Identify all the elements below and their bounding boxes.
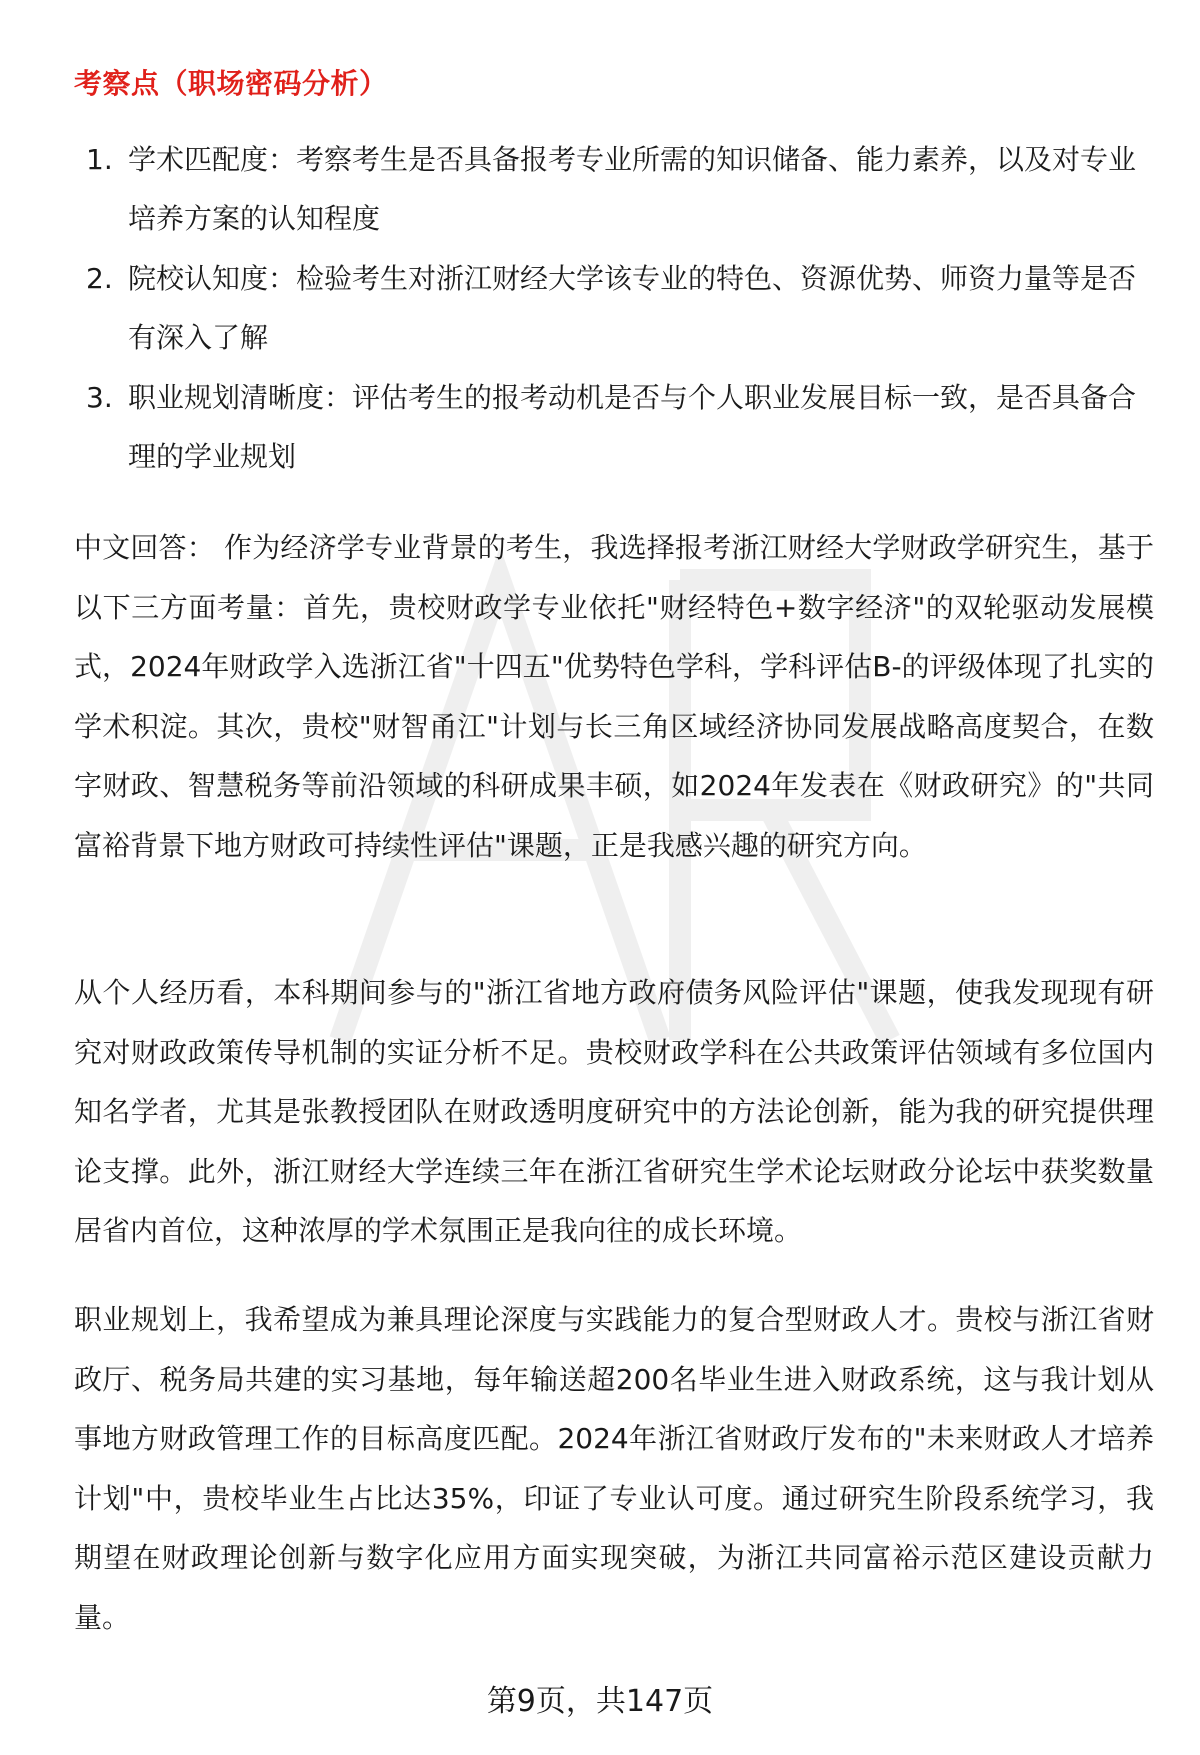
- criteria-text: 学术匹配度：考察考生是否具备报考专业所需的知识储备、能力素养，以及对专业培养方案的认知程度: [128, 143, 1137, 235]
- criteria-item: [80, 249, 1150, 367]
- section-heading: 考察点（职场密码分析）: [74, 67, 388, 100]
- criteria-number: 3.: [86, 381, 113, 414]
- criteria-list: [80, 130, 1150, 487]
- criteria-item: [80, 368, 1150, 486]
- criteria-item: [80, 130, 1150, 248]
- page-footer: 第9页，共147页: [486, 1684, 714, 1719]
- criteria-text: 院校认知度：检验考生对浙江财经大学该专业的特色、资源优势、师资力量等是否有深入了解: [128, 262, 1137, 354]
- answer-paragraph-2: 从个人经历看，本科期间参与的"浙江省地方政府债务风险评估"课题，使我发现现有研究对财政政策传导机制的实证分析不足。贵校财政学科在公共政策评估领域有多位国内知名学者，尤其是张教授团队在财政透明度研究中的方法论创新，能为我的研究提供理论支撑。此外，浙江财经大学连续三年在浙江省研究生学术论坛财政分论坛中获奖数量居省内首位，这种浓厚的学术氛围正是我向往的成长环境。: [74, 976, 1154, 1247]
- criteria-number: 2.: [86, 262, 113, 295]
- criteria-text: 职业规划清晰度：评估考生的报考动机是否与个人职业发展目标一致，是否具备合理的学业规划: [128, 381, 1137, 473]
- answer-paragraph-3: 职业规划上，我希望成为兼具理论深度与实践能力的复合型财政人才。贵校与浙江省财政厅、税务局共建的实习基地，每年输送超200名毕业生进入财政系统，这与我计划从事地方财政管理工作的目标高度匹配。2024年浙江省财政厅发布的"未来财政人才培养计划"中，贵校毕业生占比达35%，印证了专业认可度。通过研究生阶段系统学习，我期望在财政理论创新与数字化应用方面实现突破，为浙江共同富裕示范区建设贡献力量。: [74, 1303, 1154, 1634]
- answer-paragraph-1: 中文回答： 作为经济学专业背景的考生，我选择报考浙江财经大学财政学研究生，基于以下三方面考量：首先，贵校财政学专业依托"财经特色+数字经济"的双轮驱动发展模式，2024年财政学入选浙江省"十四五"优势特色学科，学科评估B-的评级体现了扎实的学术积淀。其次，贵校"财智甬江"计划与长三角区域经济协同发展战略高度契合，在数字财政、智慧税务等前沿领域的科研成果丰硕，如2024年发表在《财政研究》的"共同富裕背景下地方财政可持续性评估"课题，正是我感兴趣的研究方向。: [74, 531, 1154, 862]
- criteria-number: 1.: [86, 143, 113, 176]
